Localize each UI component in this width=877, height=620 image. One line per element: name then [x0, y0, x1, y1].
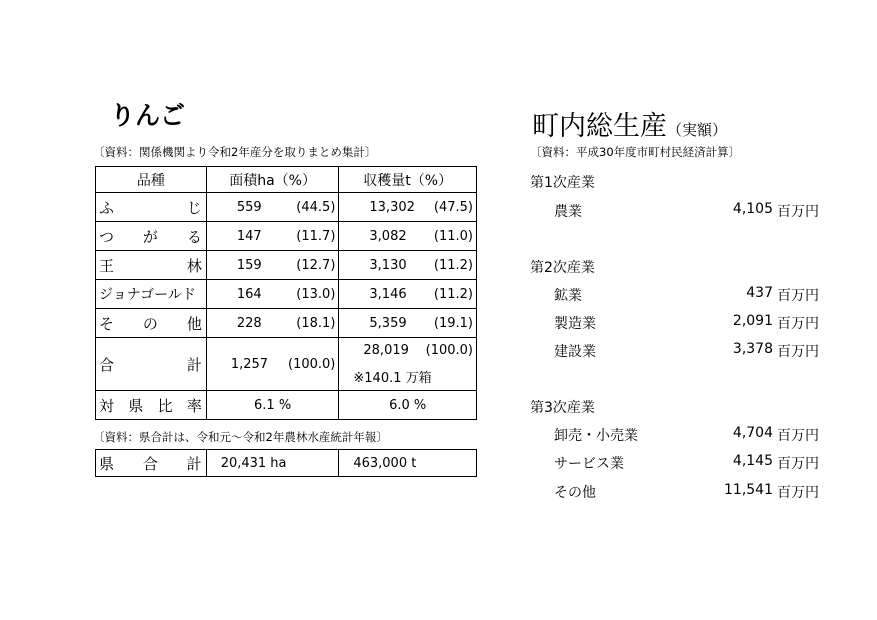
harvest-pct: (11.0)	[433, 228, 473, 244]
unit-label: 百万円	[777, 485, 819, 501]
total-harvest-value: 28,019	[363, 342, 409, 358]
gdp-title: 町内総生産（実額）	[532, 111, 728, 142]
pref-total-harvest: 463,000 t	[339, 450, 477, 477]
harvest-pct: (11.2)	[433, 257, 473, 273]
harvest-pct: (11.2)	[433, 286, 473, 302]
industry-name: 卸売・小売業	[554, 428, 638, 444]
area-pct: (18.1)	[296, 315, 336, 331]
harvest-value: 13,302	[369, 199, 415, 215]
ratio-row	[96, 391, 477, 420]
variety-label: つ が る	[99, 227, 202, 246]
pref-total-table	[95, 449, 477, 477]
pref-source-note: 〔資料：県合計は、令和元～令和2年農林水産統計年報〕	[93, 430, 388, 444]
industry-name: その他	[554, 485, 596, 501]
variety-label: ふ じ	[99, 198, 202, 217]
area-value: 147	[236, 228, 262, 244]
sector-secondary: 第2次産業	[530, 260, 595, 276]
industry-value: 3,378	[732, 341, 773, 357]
area-value: 228	[236, 315, 262, 331]
header-variety: 品種	[96, 167, 207, 193]
apple-source-note: 〔資料：関係機関より令和2年産分を取りまとめ集計〕	[93, 145, 377, 159]
table-row	[96, 309, 477, 338]
area-value: 164	[236, 286, 262, 302]
industry-name: 製造業	[554, 316, 596, 332]
table-row	[96, 193, 477, 222]
sector-tertiary: 第3次産業	[530, 400, 595, 416]
area-value: 159	[236, 257, 262, 273]
variety-label: そ の 他	[99, 314, 202, 333]
total-label: 合 計	[99, 355, 202, 374]
header-harvest: 収穫量t（%）	[339, 167, 477, 193]
total-area-pct: (100.0)	[288, 356, 336, 372]
harvest-value: 5,359	[369, 315, 407, 331]
apple-table-header	[96, 167, 477, 193]
variety-label: 王 林	[99, 256, 202, 275]
pref-total-label: 県 合 計	[99, 454, 202, 473]
unit-label: 百万円	[777, 204, 819, 220]
apple-title: りんご	[110, 101, 186, 130]
industry-name: 建設業	[554, 344, 596, 360]
total-area-value: 1,257	[230, 356, 269, 372]
ratio-label: 対 県 比 率	[99, 396, 202, 415]
industry-value: 11,541	[724, 482, 773, 498]
harvest-value: 3,082	[369, 228, 407, 244]
industry-value: 4,145	[732, 453, 773, 469]
apple-table	[95, 166, 477, 420]
harvest-pct: (47.5)	[433, 199, 473, 215]
industry-value: 4,105	[732, 201, 773, 217]
unit-label: 百万円	[777, 344, 819, 360]
header-area: 面積ha（%）	[206, 167, 339, 193]
unit-label: 百万円	[777, 316, 819, 332]
industry-value: 4,704	[732, 425, 773, 441]
total-row	[96, 338, 477, 391]
table-row	[96, 251, 477, 280]
unit-label: 百万円	[777, 288, 819, 304]
industry-name: 農業	[554, 204, 582, 220]
industry-value: 437	[746, 285, 773, 301]
total-harvest-pct: (100.0)	[425, 342, 473, 358]
industry-name: サービス業	[554, 456, 624, 472]
pref-total-row	[96, 450, 477, 477]
table-row	[96, 280, 477, 309]
table-row	[96, 222, 477, 251]
sector-primary: 第1次産業	[530, 175, 595, 191]
harvest-value: 3,130	[369, 257, 407, 273]
industry-value: 2,091	[732, 313, 773, 329]
ratio-area: 6.1 %	[206, 391, 339, 420]
total-boxes: ※140.1 万箱	[353, 370, 432, 386]
unit-label: 百万円	[777, 428, 819, 444]
area-pct: (44.5)	[296, 199, 336, 215]
harvest-pct: (19.1)	[433, 315, 473, 331]
gdp-list	[530, 0, 830, 620]
area-value: 559	[236, 199, 262, 215]
area-pct: (12.7)	[296, 257, 336, 273]
gdp-source-note: 〔資料：平成30年度市町村民経済計算〕	[530, 145, 741, 159]
variety-label: ジョナゴールド	[99, 287, 196, 303]
pref-total-area: 20,431 ha	[206, 450, 339, 477]
area-pct: (13.0)	[296, 286, 336, 302]
ratio-harvest: 6.0 %	[339, 391, 477, 420]
harvest-value: 3,146	[369, 286, 407, 302]
industry-name: 鉱業	[554, 288, 582, 304]
area-pct: (11.7)	[296, 228, 336, 244]
unit-label: 百万円	[777, 456, 819, 472]
